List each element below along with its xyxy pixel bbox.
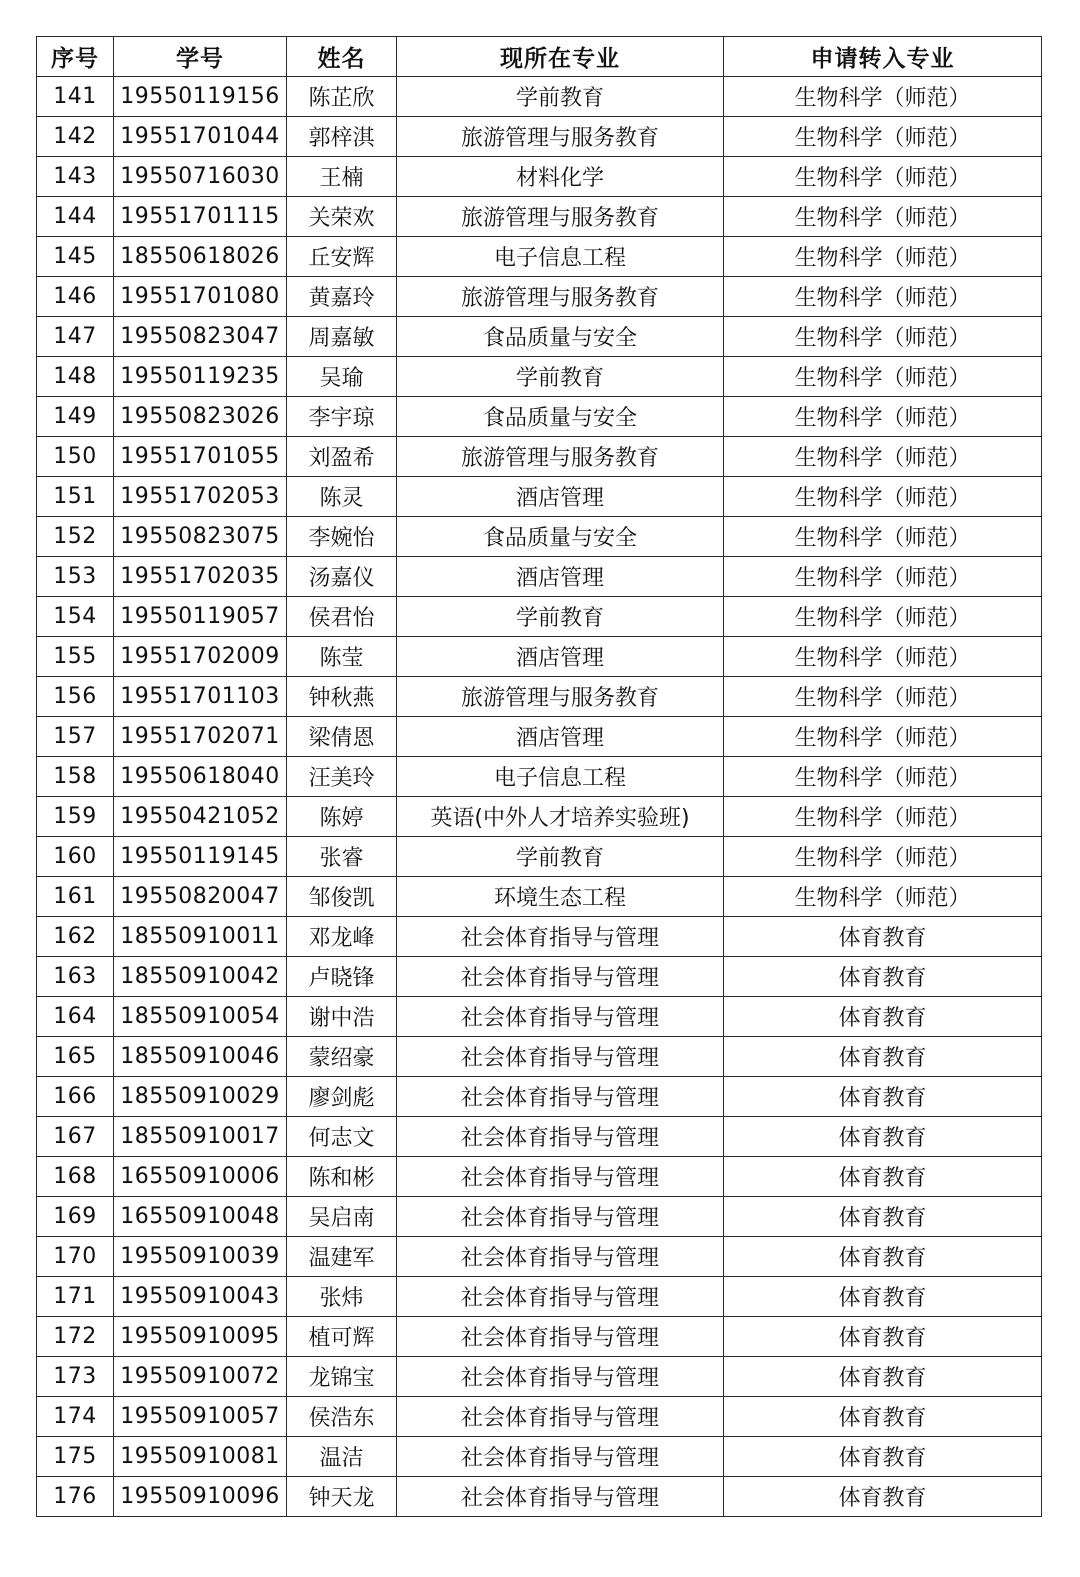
cell-current-major: 社会体育指导与管理 bbox=[397, 1117, 724, 1157]
cell-name: 刘盈希 bbox=[287, 437, 397, 477]
table-row bbox=[37, 917, 1042, 957]
cell-target-major: 生物科学（师范） bbox=[724, 277, 1042, 317]
cell-name: 龙锦宝 bbox=[287, 1357, 397, 1397]
cell-target-major: 生物科学（师范） bbox=[724, 797, 1042, 837]
cell-index: 154 bbox=[37, 597, 114, 637]
cell-target-major: 生物科学（师范） bbox=[724, 357, 1042, 397]
cell-index: 144 bbox=[37, 197, 114, 237]
table-row bbox=[37, 197, 1042, 237]
cell-student-id: 18550910042 bbox=[114, 957, 287, 997]
cell-name: 郭梓淇 bbox=[287, 117, 397, 157]
cell-student-id: 19550910039 bbox=[114, 1237, 287, 1277]
cell-name: 钟天龙 bbox=[287, 1477, 397, 1517]
cell-name: 李婉怡 bbox=[287, 517, 397, 557]
cell-current-major: 环境生态工程 bbox=[397, 877, 724, 917]
cell-name: 陈莹 bbox=[287, 637, 397, 677]
table-row bbox=[37, 957, 1042, 997]
cell-current-major: 食品质量与安全 bbox=[397, 317, 724, 357]
cell-name: 关荣欢 bbox=[287, 197, 397, 237]
cell-target-major: 体育教育 bbox=[724, 917, 1042, 957]
cell-student-id: 18550910029 bbox=[114, 1077, 287, 1117]
cell-name: 丘安辉 bbox=[287, 237, 397, 277]
cell-target-major: 生物科学（师范） bbox=[724, 517, 1042, 557]
table-row bbox=[37, 77, 1042, 117]
cell-name: 李宇琼 bbox=[287, 397, 397, 437]
cell-index: 146 bbox=[37, 277, 114, 317]
cell-current-major: 旅游管理与服务教育 bbox=[397, 437, 724, 477]
cell-name: 钟秋燕 bbox=[287, 677, 397, 717]
table-row bbox=[37, 1077, 1042, 1117]
transfer-list-sheet bbox=[36, 36, 1041, 1517]
header-name: 姓名 bbox=[287, 37, 397, 77]
cell-current-major: 旅游管理与服务教育 bbox=[397, 117, 724, 157]
table-row bbox=[37, 1437, 1042, 1477]
cell-current-major: 社会体育指导与管理 bbox=[397, 1437, 724, 1477]
cell-index: 143 bbox=[37, 157, 114, 197]
cell-student-id: 19551701080 bbox=[114, 277, 287, 317]
header-row bbox=[37, 37, 1042, 77]
table-row bbox=[37, 1037, 1042, 1077]
cell-current-major: 社会体育指导与管理 bbox=[397, 1077, 724, 1117]
cell-student-id: 19550823026 bbox=[114, 397, 287, 437]
cell-target-major: 体育教育 bbox=[724, 1077, 1042, 1117]
cell-index: 152 bbox=[37, 517, 114, 557]
cell-name: 陈婷 bbox=[287, 797, 397, 837]
cell-current-major: 社会体育指导与管理 bbox=[397, 1277, 724, 1317]
cell-name: 植可辉 bbox=[287, 1317, 397, 1357]
cell-student-id: 18550910011 bbox=[114, 917, 287, 957]
cell-index: 150 bbox=[37, 437, 114, 477]
cell-student-id: 19550119145 bbox=[114, 837, 287, 877]
cell-name: 邓龙峰 bbox=[287, 917, 397, 957]
cell-index: 167 bbox=[37, 1117, 114, 1157]
cell-student-id: 18550910054 bbox=[114, 997, 287, 1037]
cell-index: 171 bbox=[37, 1277, 114, 1317]
table-row bbox=[37, 1117, 1042, 1157]
cell-index: 142 bbox=[37, 117, 114, 157]
cell-name: 蒙绍豪 bbox=[287, 1037, 397, 1077]
cell-current-major: 学前教育 bbox=[397, 597, 724, 637]
cell-index: 155 bbox=[37, 637, 114, 677]
table-row bbox=[37, 277, 1042, 317]
cell-target-major: 体育教育 bbox=[724, 1477, 1042, 1517]
table-row bbox=[37, 237, 1042, 277]
cell-index: 174 bbox=[37, 1397, 114, 1437]
cell-name: 谢中浩 bbox=[287, 997, 397, 1037]
cell-student-id: 18550910046 bbox=[114, 1037, 287, 1077]
cell-index: 162 bbox=[37, 917, 114, 957]
cell-student-id: 19551701103 bbox=[114, 677, 287, 717]
cell-name: 黄嘉玲 bbox=[287, 277, 397, 317]
cell-target-major: 生物科学（师范） bbox=[724, 317, 1042, 357]
cell-target-major: 体育教育 bbox=[724, 997, 1042, 1037]
cell-student-id: 19550910057 bbox=[114, 1397, 287, 1437]
table-row bbox=[37, 1277, 1042, 1317]
cell-student-id: 18550910017 bbox=[114, 1117, 287, 1157]
cell-target-major: 体育教育 bbox=[724, 1437, 1042, 1477]
table-row bbox=[37, 117, 1042, 157]
cell-name: 侯浩东 bbox=[287, 1397, 397, 1437]
cell-target-major: 生物科学（师范） bbox=[724, 757, 1042, 797]
cell-student-id: 19551702053 bbox=[114, 477, 287, 517]
cell-student-id: 16550910006 bbox=[114, 1157, 287, 1197]
cell-target-major: 体育教育 bbox=[724, 1037, 1042, 1077]
table-body bbox=[37, 77, 1042, 1517]
table-row bbox=[37, 1237, 1042, 1277]
table-row bbox=[37, 717, 1042, 757]
cell-target-major: 体育教育 bbox=[724, 1277, 1042, 1317]
cell-target-major: 体育教育 bbox=[724, 1197, 1042, 1237]
table-row bbox=[37, 477, 1042, 517]
cell-student-id: 19550119057 bbox=[114, 597, 287, 637]
cell-student-id: 19550820047 bbox=[114, 877, 287, 917]
cell-target-major: 生物科学（师范） bbox=[724, 677, 1042, 717]
cell-current-major: 社会体育指导与管理 bbox=[397, 1477, 724, 1517]
cell-student-id: 19550910096 bbox=[114, 1477, 287, 1517]
table-row bbox=[37, 877, 1042, 917]
cell-target-major: 生物科学（师范） bbox=[724, 117, 1042, 157]
table-row bbox=[37, 317, 1042, 357]
cell-student-id: 19550910043 bbox=[114, 1277, 287, 1317]
cell-name: 温建军 bbox=[287, 1237, 397, 1277]
cell-current-major: 材料化学 bbox=[397, 157, 724, 197]
cell-target-major: 生物科学（师范） bbox=[724, 557, 1042, 597]
header-target-major: 申请转入专业 bbox=[724, 37, 1042, 77]
cell-index: 169 bbox=[37, 1197, 114, 1237]
cell-index: 164 bbox=[37, 997, 114, 1037]
cell-student-id: 19550823047 bbox=[114, 317, 287, 357]
cell-current-major: 社会体育指导与管理 bbox=[397, 1317, 724, 1357]
cell-student-id: 19550421052 bbox=[114, 797, 287, 837]
cell-current-major: 学前教育 bbox=[397, 837, 724, 877]
table-row bbox=[37, 1157, 1042, 1197]
cell-current-major: 食品质量与安全 bbox=[397, 397, 724, 437]
cell-index: 153 bbox=[37, 557, 114, 597]
cell-name: 梁倩恩 bbox=[287, 717, 397, 757]
cell-index: 161 bbox=[37, 877, 114, 917]
cell-name: 陈和彬 bbox=[287, 1157, 397, 1197]
cell-target-major: 体育教育 bbox=[724, 957, 1042, 997]
table-row bbox=[37, 1357, 1042, 1397]
cell-index: 160 bbox=[37, 837, 114, 877]
cell-target-major: 生物科学（师范） bbox=[724, 717, 1042, 757]
transfer-roster-table bbox=[36, 36, 1042, 1517]
table-row bbox=[37, 157, 1042, 197]
cell-index: 173 bbox=[37, 1357, 114, 1397]
cell-student-id: 19551702035 bbox=[114, 557, 287, 597]
cell-index: 141 bbox=[37, 77, 114, 117]
table-row bbox=[37, 517, 1042, 557]
cell-student-id: 19550618040 bbox=[114, 757, 287, 797]
cell-current-major: 酒店管理 bbox=[397, 717, 724, 757]
cell-index: 147 bbox=[37, 317, 114, 357]
cell-current-major: 社会体育指导与管理 bbox=[397, 1397, 724, 1437]
cell-name: 卢晓锋 bbox=[287, 957, 397, 997]
cell-index: 156 bbox=[37, 677, 114, 717]
cell-student-id: 19550910095 bbox=[114, 1317, 287, 1357]
cell-name: 吴瑜 bbox=[287, 357, 397, 397]
cell-name: 邹俊凯 bbox=[287, 877, 397, 917]
cell-student-id: 19550119156 bbox=[114, 77, 287, 117]
table-row bbox=[37, 757, 1042, 797]
cell-current-major: 旅游管理与服务教育 bbox=[397, 197, 724, 237]
cell-index: 159 bbox=[37, 797, 114, 837]
table-row bbox=[37, 997, 1042, 1037]
table-row bbox=[37, 1317, 1042, 1357]
cell-name: 吴启南 bbox=[287, 1197, 397, 1237]
cell-index: 165 bbox=[37, 1037, 114, 1077]
cell-student-id: 19551701115 bbox=[114, 197, 287, 237]
cell-name: 温洁 bbox=[287, 1437, 397, 1477]
header-current-major: 现所在专业 bbox=[397, 37, 724, 77]
cell-student-id: 19550716030 bbox=[114, 157, 287, 197]
table-row bbox=[37, 597, 1042, 637]
cell-target-major: 体育教育 bbox=[724, 1357, 1042, 1397]
cell-student-id: 19551702009 bbox=[114, 637, 287, 677]
cell-target-major: 体育教育 bbox=[724, 1397, 1042, 1437]
cell-student-id: 19550910081 bbox=[114, 1437, 287, 1477]
cell-current-major: 学前教育 bbox=[397, 77, 724, 117]
cell-index: 145 bbox=[37, 237, 114, 277]
cell-target-major: 生物科学（师范） bbox=[724, 477, 1042, 517]
cell-index: 172 bbox=[37, 1317, 114, 1357]
cell-current-major: 旅游管理与服务教育 bbox=[397, 277, 724, 317]
header-index: 序号 bbox=[37, 37, 114, 77]
cell-current-major: 社会体育指导与管理 bbox=[397, 917, 724, 957]
cell-name: 汪美玲 bbox=[287, 757, 397, 797]
cell-current-major: 社会体育指导与管理 bbox=[397, 1357, 724, 1397]
cell-current-major: 电子信息工程 bbox=[397, 237, 724, 277]
table-row bbox=[37, 1197, 1042, 1237]
cell-current-major: 学前教育 bbox=[397, 357, 724, 397]
cell-target-major: 体育教育 bbox=[724, 1317, 1042, 1357]
header-student-id: 学号 bbox=[114, 37, 287, 77]
cell-index: 148 bbox=[37, 357, 114, 397]
cell-current-major: 旅游管理与服务教育 bbox=[397, 677, 724, 717]
cell-current-major: 电子信息工程 bbox=[397, 757, 724, 797]
cell-target-major: 生物科学（师范） bbox=[724, 157, 1042, 197]
cell-index: 166 bbox=[37, 1077, 114, 1117]
cell-target-major: 生物科学（师范） bbox=[724, 637, 1042, 677]
cell-target-major: 生物科学（师范） bbox=[724, 877, 1042, 917]
cell-index: 163 bbox=[37, 957, 114, 997]
table-row bbox=[37, 557, 1042, 597]
cell-index: 170 bbox=[37, 1237, 114, 1277]
table-row bbox=[37, 797, 1042, 837]
cell-student-id: 19550910072 bbox=[114, 1357, 287, 1397]
cell-student-id: 18550618026 bbox=[114, 237, 287, 277]
cell-current-major: 酒店管理 bbox=[397, 477, 724, 517]
cell-student-id: 19551701044 bbox=[114, 117, 287, 157]
cell-current-major: 食品质量与安全 bbox=[397, 517, 724, 557]
table-row bbox=[37, 437, 1042, 477]
table-header bbox=[37, 37, 1042, 77]
cell-student-id: 16550910048 bbox=[114, 1197, 287, 1237]
cell-index: 149 bbox=[37, 397, 114, 437]
cell-index: 168 bbox=[37, 1157, 114, 1197]
cell-student-id: 19550823075 bbox=[114, 517, 287, 557]
cell-name: 张炜 bbox=[287, 1277, 397, 1317]
cell-index: 157 bbox=[37, 717, 114, 757]
cell-index: 176 bbox=[37, 1477, 114, 1517]
cell-target-major: 体育教育 bbox=[724, 1117, 1042, 1157]
cell-current-major: 酒店管理 bbox=[397, 557, 724, 597]
cell-current-major: 社会体育指导与管理 bbox=[397, 997, 724, 1037]
cell-target-major: 生物科学（师范） bbox=[724, 197, 1042, 237]
table-row bbox=[37, 1397, 1042, 1437]
cell-name: 陈灵 bbox=[287, 477, 397, 517]
cell-target-major: 生物科学（师范） bbox=[724, 597, 1042, 637]
cell-student-id: 19550119235 bbox=[114, 357, 287, 397]
cell-name: 张睿 bbox=[287, 837, 397, 877]
cell-name: 汤嘉仪 bbox=[287, 557, 397, 597]
table-row bbox=[37, 637, 1042, 677]
cell-target-major: 生物科学（师范） bbox=[724, 837, 1042, 877]
cell-name: 陈芷欣 bbox=[287, 77, 397, 117]
cell-name: 侯君怡 bbox=[287, 597, 397, 637]
cell-target-major: 生物科学（师范） bbox=[724, 397, 1042, 437]
cell-name: 廖剑彪 bbox=[287, 1077, 397, 1117]
table-row bbox=[37, 677, 1042, 717]
cell-current-major: 社会体育指导与管理 bbox=[397, 1157, 724, 1197]
cell-target-major: 生物科学（师范） bbox=[724, 237, 1042, 277]
cell-target-major: 体育教育 bbox=[724, 1157, 1042, 1197]
cell-name: 王楠 bbox=[287, 157, 397, 197]
cell-target-major: 生物科学（师范） bbox=[724, 77, 1042, 117]
cell-index: 158 bbox=[37, 757, 114, 797]
cell-current-major: 社会体育指导与管理 bbox=[397, 1237, 724, 1277]
table-row bbox=[37, 1477, 1042, 1517]
cell-current-major: 英语(中外人才培养实验班) bbox=[397, 797, 724, 837]
cell-target-major: 体育教育 bbox=[724, 1237, 1042, 1277]
cell-student-id: 19551702071 bbox=[114, 717, 287, 757]
table-row bbox=[37, 397, 1042, 437]
table-row bbox=[37, 837, 1042, 877]
cell-name: 何志文 bbox=[287, 1117, 397, 1157]
cell-target-major: 生物科学（师范） bbox=[724, 437, 1042, 477]
cell-current-major: 酒店管理 bbox=[397, 637, 724, 677]
cell-current-major: 社会体育指导与管理 bbox=[397, 1197, 724, 1237]
cell-student-id: 19551701055 bbox=[114, 437, 287, 477]
cell-current-major: 社会体育指导与管理 bbox=[397, 957, 724, 997]
cell-name: 周嘉敏 bbox=[287, 317, 397, 357]
table-row bbox=[37, 357, 1042, 397]
cell-index: 175 bbox=[37, 1437, 114, 1477]
cell-index: 151 bbox=[37, 477, 114, 517]
cell-current-major: 社会体育指导与管理 bbox=[397, 1037, 724, 1077]
